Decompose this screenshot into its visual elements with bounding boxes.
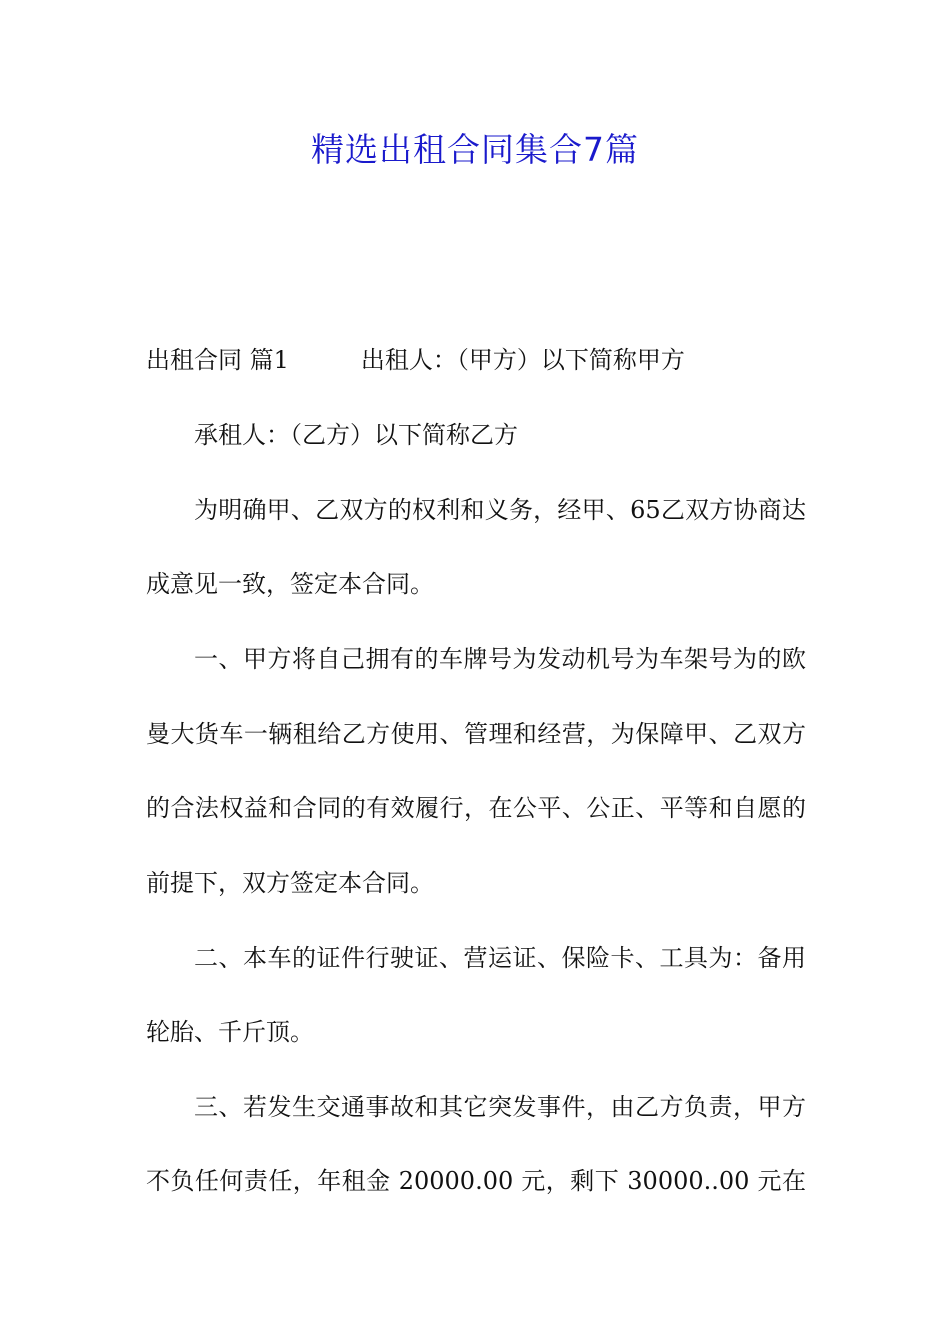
paragraph-line: 出租合同 篇1 出租人：（甲方）以下简称甲方 — [146, 346, 685, 374]
paragraph-line: 承租人：（乙方）以下简称乙方 — [194, 421, 518, 449]
paragraph-line: 不负任何责任，年租金 20000.00 元，剩下 30000..00 元在 — [146, 1167, 806, 1195]
paragraph-line: 为明确甲、乙双方的权利和义务，经甲、65乙双方协商达 — [194, 496, 806, 524]
paragraph-line: 轮胎、千斤顶。 — [146, 1018, 314, 1046]
paragraph-line: 二、本车的证件行驶证、营运证、保险卡、工具为：备用 — [194, 944, 806, 972]
paragraph-line: 曼大货车一辆租给乙方使用、管理和经营，为保障甲、乙双方 — [146, 720, 806, 748]
paragraph-line: 成意见一致，签定本合同。 — [146, 570, 434, 598]
paragraph-line: 的合法权益和合同的有效履行，在公平、公正、平等和自愿的 — [146, 794, 806, 822]
document-title: 精选出租合同集合7篇 — [311, 130, 639, 169]
paragraph-line: 前提下，双方签定本合同。 — [146, 869, 434, 897]
paragraph-line: 一、甲方将自己拥有的车牌号为发动机号为车架号为的欧 — [194, 645, 806, 673]
paragraph-line: 三、若发生交通事故和其它突发事件，由乙方负责，甲方 — [194, 1093, 806, 1121]
